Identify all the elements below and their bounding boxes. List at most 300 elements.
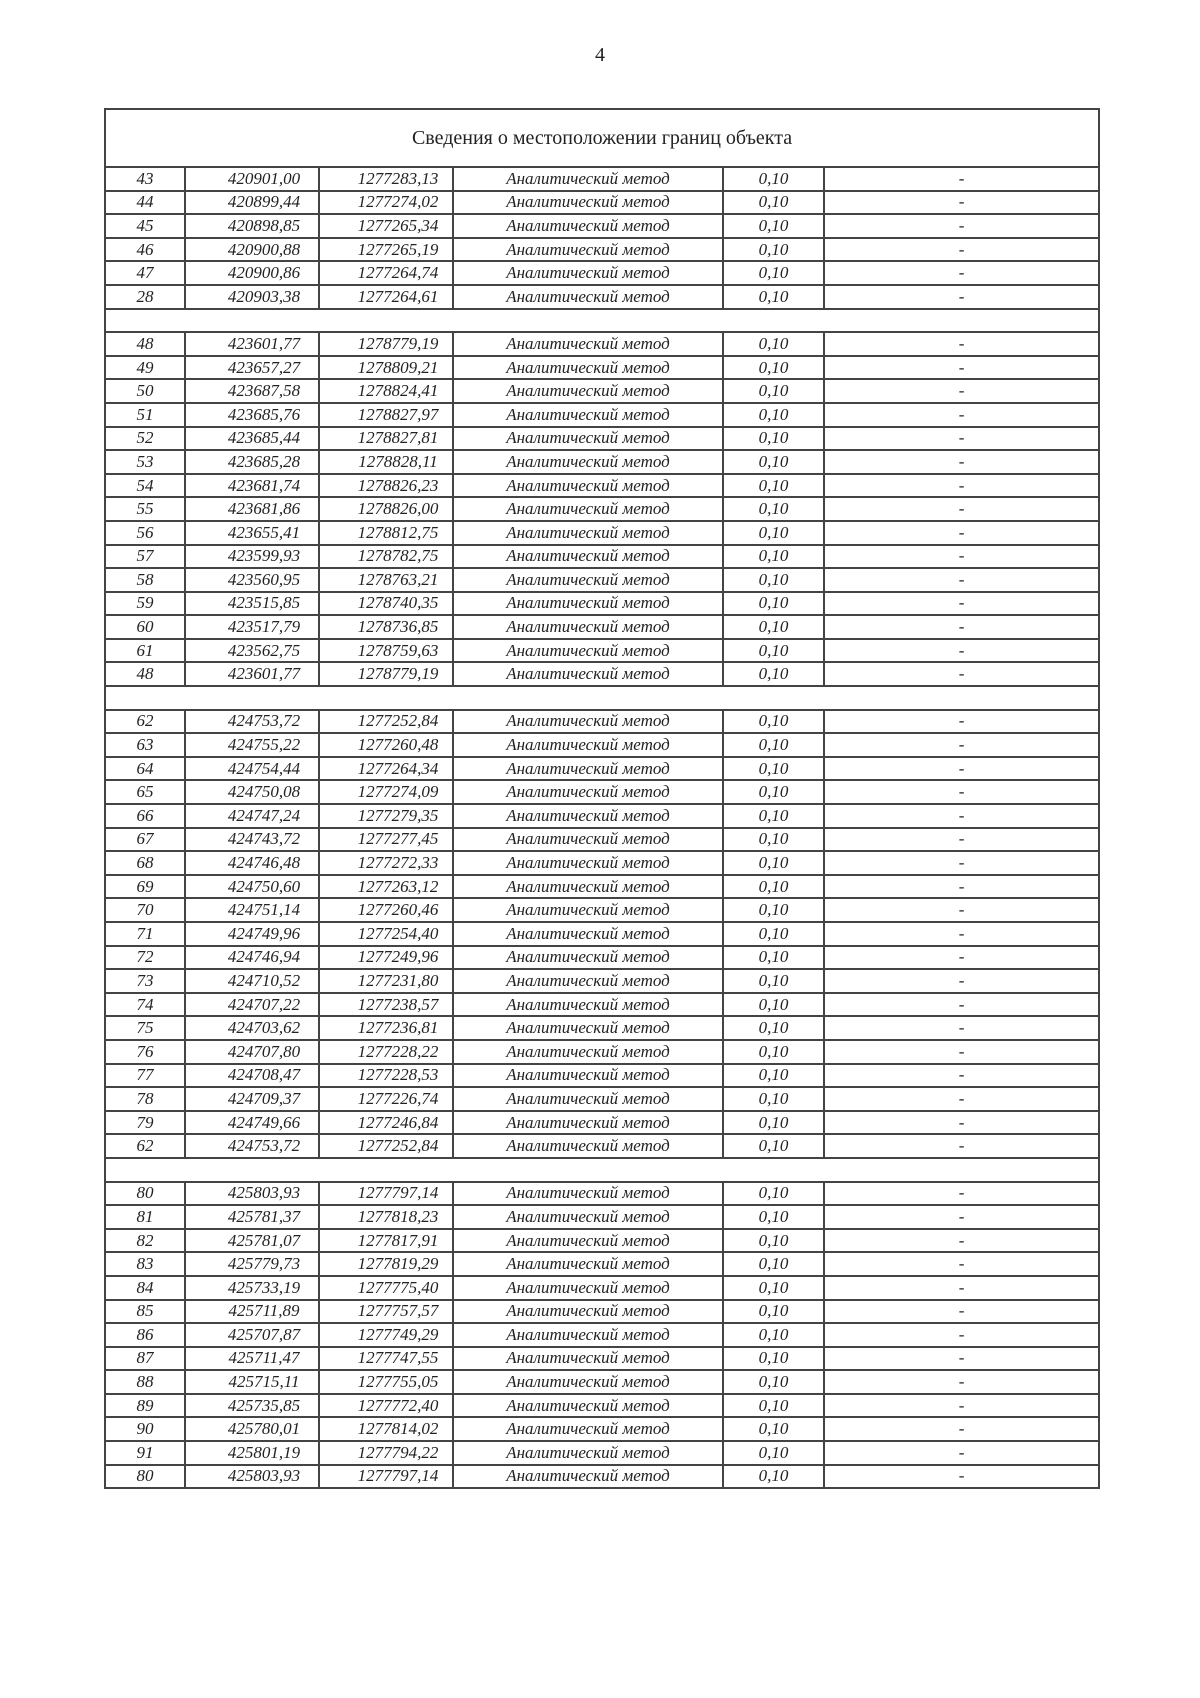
cell-description: - xyxy=(824,521,1099,545)
cell-description: - xyxy=(824,662,1099,686)
cell-description: - xyxy=(824,1465,1099,1489)
cell-method: Аналитический метод xyxy=(453,285,723,309)
cell-method: Аналитический метод xyxy=(453,1417,723,1441)
cell-point-number: 58 xyxy=(105,568,185,592)
cell-coord-x: 425707,87 xyxy=(185,1323,319,1347)
cell-coord-x: 423599,93 xyxy=(185,545,319,569)
cell-accuracy: 0,10 xyxy=(723,993,824,1017)
cell-accuracy: 0,10 xyxy=(723,1252,824,1276)
cell-point-number: 85 xyxy=(105,1300,185,1324)
cell-description: - xyxy=(824,1064,1099,1088)
cell-coord-y: 1277236,81 xyxy=(319,1016,453,1040)
cell-coord-y: 1278763,21 xyxy=(319,568,453,592)
cell-description: - xyxy=(824,946,1099,970)
cell-coord-x: 424743,72 xyxy=(185,828,319,852)
cell-method: Аналитический метод xyxy=(453,1182,723,1206)
cell-coord-y: 1277283,13 xyxy=(319,167,453,191)
cell-method: Аналитический метод xyxy=(453,592,723,616)
cell-coord-x: 424709,37 xyxy=(185,1087,319,1111)
cell-point-number: 60 xyxy=(105,615,185,639)
table-row xyxy=(105,474,1099,498)
cell-coord-y: 1278826,23 xyxy=(319,474,453,498)
cell-coord-x: 424746,48 xyxy=(185,851,319,875)
table-row xyxy=(105,1252,1099,1276)
cell-coord-x: 423681,74 xyxy=(185,474,319,498)
cell-coord-y: 1277263,12 xyxy=(319,875,453,899)
cell-coord-x: 424754,44 xyxy=(185,757,319,781)
cell-description: - xyxy=(824,1040,1099,1064)
table-row xyxy=(105,1417,1099,1441)
cell-coord-y: 1277252,84 xyxy=(319,1134,453,1158)
cell-coord-x: 420898,85 xyxy=(185,214,319,238)
cell-coord-x: 420900,86 xyxy=(185,261,319,285)
cell-coord-x: 420901,00 xyxy=(185,167,319,191)
cell-method: Аналитический метод xyxy=(453,993,723,1017)
table-row xyxy=(105,568,1099,592)
cell-description: - xyxy=(824,1252,1099,1276)
cell-description: - xyxy=(824,379,1099,403)
cell-description: - xyxy=(824,261,1099,285)
cell-coord-y: 1277254,40 xyxy=(319,922,453,946)
boundary-coordinates-table xyxy=(104,108,1100,1489)
cell-point-number: 91 xyxy=(105,1441,185,1465)
cell-point-number: 62 xyxy=(105,1134,185,1158)
cell-coord-y: 1277260,46 xyxy=(319,898,453,922)
table-row xyxy=(105,898,1099,922)
cell-coord-x: 425803,93 xyxy=(185,1465,319,1489)
cell-coord-x: 425781,37 xyxy=(185,1205,319,1229)
cell-point-number: 80 xyxy=(105,1182,185,1206)
cell-method: Аналитический метод xyxy=(453,828,723,852)
cell-coord-y: 1277279,35 xyxy=(319,804,453,828)
contour-separator xyxy=(105,309,1099,333)
table-row xyxy=(105,191,1099,215)
cell-point-number: 78 xyxy=(105,1087,185,1111)
cell-point-number: 44 xyxy=(105,191,185,215)
cell-description: - xyxy=(824,639,1099,663)
cell-method: Аналитический метод xyxy=(453,1064,723,1088)
cell-coord-x: 423562,75 xyxy=(185,639,319,663)
cell-coord-x: 425735,85 xyxy=(185,1394,319,1418)
cell-description: - xyxy=(824,875,1099,899)
cell-coord-x: 423601,77 xyxy=(185,332,319,356)
cell-method: Аналитический метод xyxy=(453,851,723,875)
cell-coord-y: 1278827,97 xyxy=(319,403,453,427)
cell-description: - xyxy=(824,592,1099,616)
cell-accuracy: 0,10 xyxy=(723,1441,824,1465)
cell-description: - xyxy=(824,780,1099,804)
cell-accuracy: 0,10 xyxy=(723,1370,824,1394)
cell-point-number: 28 xyxy=(105,285,185,309)
table-row xyxy=(105,1134,1099,1158)
cell-description: - xyxy=(824,898,1099,922)
cell-description: - xyxy=(824,285,1099,309)
cell-method: Аналитический метод xyxy=(453,1465,723,1489)
cell-method: Аналитический метод xyxy=(453,639,723,663)
cell-accuracy: 0,10 xyxy=(723,1300,824,1324)
cell-accuracy: 0,10 xyxy=(723,969,824,993)
cell-point-number: 47 xyxy=(105,261,185,285)
cell-point-number: 79 xyxy=(105,1111,185,1135)
table-row xyxy=(105,403,1099,427)
boundary-table-container xyxy=(104,108,1098,1489)
cell-method: Аналитический метод xyxy=(453,1300,723,1324)
cell-coord-x: 424755,22 xyxy=(185,733,319,757)
cell-accuracy: 0,10 xyxy=(723,568,824,592)
table-body xyxy=(105,109,1099,1488)
cell-method: Аналитический метод xyxy=(453,474,723,498)
cell-coord-y: 1277249,96 xyxy=(319,946,453,970)
cell-coord-y: 1278824,41 xyxy=(319,379,453,403)
cell-method: Аналитический метод xyxy=(453,733,723,757)
cell-coord-y: 1278782,75 xyxy=(319,545,453,569)
table-row xyxy=(105,427,1099,451)
cell-accuracy: 0,10 xyxy=(723,851,824,875)
table-row xyxy=(105,379,1099,403)
cell-method: Аналитический метод xyxy=(453,214,723,238)
cell-coord-y: 1277228,22 xyxy=(319,1040,453,1064)
cell-accuracy: 0,10 xyxy=(723,1394,824,1418)
cell-accuracy: 0,10 xyxy=(723,1323,824,1347)
cell-point-number: 43 xyxy=(105,167,185,191)
cell-coord-x: 424751,14 xyxy=(185,898,319,922)
cell-method: Аналитический метод xyxy=(453,1394,723,1418)
table-title: Сведения о местоположении границ объекта xyxy=(105,109,1099,167)
cell-coord-y: 1277274,09 xyxy=(319,780,453,804)
cell-point-number: 48 xyxy=(105,662,185,686)
cell-point-number: 66 xyxy=(105,804,185,828)
cell-coord-x: 423517,79 xyxy=(185,615,319,639)
table-row xyxy=(105,804,1099,828)
cell-coord-x: 423685,76 xyxy=(185,403,319,427)
cell-point-number: 74 xyxy=(105,993,185,1017)
cell-method: Аналитический метод xyxy=(453,1134,723,1158)
cell-point-number: 51 xyxy=(105,403,185,427)
table-row xyxy=(105,1394,1099,1418)
cell-method: Аналитический метод xyxy=(453,1441,723,1465)
cell-description: - xyxy=(824,356,1099,380)
table-row xyxy=(105,1064,1099,1088)
cell-accuracy: 0,10 xyxy=(723,1182,824,1206)
cell-description: - xyxy=(824,1441,1099,1465)
cell-coord-x: 424707,22 xyxy=(185,993,319,1017)
cell-description: - xyxy=(824,993,1099,1017)
cell-coord-x: 424707,80 xyxy=(185,1040,319,1064)
cell-description: - xyxy=(824,615,1099,639)
cell-accuracy: 0,10 xyxy=(723,427,824,451)
cell-coord-x: 424750,60 xyxy=(185,875,319,899)
cell-coord-y: 1277228,53 xyxy=(319,1064,453,1088)
cell-method: Аналитический метод xyxy=(453,191,723,215)
table-row xyxy=(105,639,1099,663)
cell-coord-x: 425711,47 xyxy=(185,1347,319,1371)
table-row xyxy=(105,662,1099,686)
table-row xyxy=(105,1323,1099,1347)
cell-method: Аналитический метод xyxy=(453,403,723,427)
cell-point-number: 46 xyxy=(105,238,185,262)
cell-point-number: 71 xyxy=(105,922,185,946)
cell-method: Аналитический метод xyxy=(453,332,723,356)
cell-accuracy: 0,10 xyxy=(723,261,824,285)
table-row xyxy=(105,828,1099,852)
cell-description: - xyxy=(824,1134,1099,1158)
cell-accuracy: 0,10 xyxy=(723,1064,824,1088)
table-row xyxy=(105,851,1099,875)
table-row xyxy=(105,497,1099,521)
cell-accuracy: 0,10 xyxy=(723,403,824,427)
cell-point-number: 64 xyxy=(105,757,185,781)
cell-method: Аналитический метод xyxy=(453,521,723,545)
cell-accuracy: 0,10 xyxy=(723,285,824,309)
table-row xyxy=(105,1087,1099,1111)
table-row xyxy=(105,1276,1099,1300)
table-row xyxy=(105,238,1099,262)
cell-method: Аналитический метод xyxy=(453,261,723,285)
cell-method: Аналитический метод xyxy=(453,898,723,922)
cell-coord-x: 420899,44 xyxy=(185,191,319,215)
table-row xyxy=(105,993,1099,1017)
cell-coord-y: 1277797,14 xyxy=(319,1465,453,1489)
cell-point-number: 63 xyxy=(105,733,185,757)
cell-point-number: 53 xyxy=(105,450,185,474)
cell-coord-y: 1278779,19 xyxy=(319,332,453,356)
cell-coord-y: 1277252,84 xyxy=(319,710,453,734)
table-row xyxy=(105,1111,1099,1135)
cell-coord-x: 420900,88 xyxy=(185,238,319,262)
cell-description: - xyxy=(824,733,1099,757)
cell-coord-x: 424753,72 xyxy=(185,710,319,734)
cell-coord-y: 1277755,05 xyxy=(319,1370,453,1394)
cell-coord-y: 1277226,74 xyxy=(319,1087,453,1111)
table-row xyxy=(105,710,1099,734)
cell-point-number: 82 xyxy=(105,1229,185,1253)
cell-point-number: 90 xyxy=(105,1417,185,1441)
table-row xyxy=(105,545,1099,569)
cell-accuracy: 0,10 xyxy=(723,1087,824,1111)
cell-coord-y: 1277231,80 xyxy=(319,969,453,993)
cell-description: - xyxy=(824,1394,1099,1418)
cell-point-number: 88 xyxy=(105,1370,185,1394)
cell-coord-x: 423685,44 xyxy=(185,427,319,451)
cell-method: Аналитический метод xyxy=(453,804,723,828)
cell-method: Аналитический метод xyxy=(453,1276,723,1300)
cell-accuracy: 0,10 xyxy=(723,757,824,781)
cell-accuracy: 0,10 xyxy=(723,780,824,804)
cell-coord-y: 1277238,57 xyxy=(319,993,453,1017)
table-row xyxy=(105,1441,1099,1465)
cell-coord-y: 1278779,19 xyxy=(319,662,453,686)
cell-coord-x: 424749,66 xyxy=(185,1111,319,1135)
cell-method: Аналитический метод xyxy=(453,497,723,521)
cell-accuracy: 0,10 xyxy=(723,356,824,380)
cell-accuracy: 0,10 xyxy=(723,1465,824,1489)
cell-coord-y: 1277817,91 xyxy=(319,1229,453,1253)
cell-coord-x: 424746,94 xyxy=(185,946,319,970)
cell-method: Аналитический метод xyxy=(453,946,723,970)
cell-coord-x: 423515,85 xyxy=(185,592,319,616)
cell-description: - xyxy=(824,1087,1099,1111)
cell-accuracy: 0,10 xyxy=(723,1276,824,1300)
cell-coord-x: 425781,07 xyxy=(185,1229,319,1253)
cell-accuracy: 0,10 xyxy=(723,1111,824,1135)
cell-description: - xyxy=(824,1205,1099,1229)
cell-method: Аналитический метод xyxy=(453,356,723,380)
table-row xyxy=(105,1229,1099,1253)
cell-description: - xyxy=(824,1182,1099,1206)
cell-accuracy: 0,10 xyxy=(723,710,824,734)
cell-coord-x: 420903,38 xyxy=(185,285,319,309)
cell-coord-y: 1277794,22 xyxy=(319,1441,453,1465)
cell-description: - xyxy=(824,403,1099,427)
table-row xyxy=(105,733,1099,757)
cell-coord-y: 1278809,21 xyxy=(319,356,453,380)
cell-coord-y: 1277797,14 xyxy=(319,1182,453,1206)
table-row xyxy=(105,946,1099,970)
cell-description: - xyxy=(824,804,1099,828)
cell-method: Аналитический метод xyxy=(453,379,723,403)
cell-coord-x: 424747,24 xyxy=(185,804,319,828)
table-row xyxy=(105,332,1099,356)
cell-point-number: 69 xyxy=(105,875,185,899)
table-row xyxy=(105,167,1099,191)
cell-coord-y: 1277814,02 xyxy=(319,1417,453,1441)
contour-separator-row xyxy=(105,309,1099,333)
cell-description: - xyxy=(824,1016,1099,1040)
cell-point-number: 83 xyxy=(105,1252,185,1276)
cell-point-number: 50 xyxy=(105,379,185,403)
cell-accuracy: 0,10 xyxy=(723,450,824,474)
cell-accuracy: 0,10 xyxy=(723,875,824,899)
cell-description: - xyxy=(824,1323,1099,1347)
cell-point-number: 80 xyxy=(105,1465,185,1489)
table-row xyxy=(105,1040,1099,1064)
cell-coord-x: 425711,89 xyxy=(185,1300,319,1324)
cell-method: Аналитический метод xyxy=(453,710,723,734)
cell-point-number: 52 xyxy=(105,427,185,451)
cell-description: - xyxy=(824,1347,1099,1371)
cell-description: - xyxy=(824,238,1099,262)
cell-method: Аналитический метод xyxy=(453,969,723,993)
cell-accuracy: 0,10 xyxy=(723,497,824,521)
cell-description: - xyxy=(824,191,1099,215)
table-row xyxy=(105,1347,1099,1371)
cell-description: - xyxy=(824,828,1099,852)
cell-coord-y: 1278827,81 xyxy=(319,427,453,451)
cell-point-number: 54 xyxy=(105,474,185,498)
cell-coord-x: 423657,27 xyxy=(185,356,319,380)
cell-description: - xyxy=(824,497,1099,521)
cell-method: Аналитический метод xyxy=(453,780,723,804)
cell-point-number: 84 xyxy=(105,1276,185,1300)
cell-method: Аналитический метод xyxy=(453,1347,723,1371)
table-row xyxy=(105,261,1099,285)
cell-coord-y: 1277775,40 xyxy=(319,1276,453,1300)
cell-method: Аналитический метод xyxy=(453,875,723,899)
cell-coord-x: 424753,72 xyxy=(185,1134,319,1158)
table-row xyxy=(105,875,1099,899)
cell-coord-x: 423601,77 xyxy=(185,662,319,686)
cell-coord-y: 1277747,55 xyxy=(319,1347,453,1371)
cell-accuracy: 0,10 xyxy=(723,804,824,828)
cell-coord-y: 1277749,29 xyxy=(319,1323,453,1347)
cell-description: - xyxy=(824,710,1099,734)
contour-separator xyxy=(105,686,1099,710)
cell-description: - xyxy=(824,1111,1099,1135)
cell-method: Аналитический метод xyxy=(453,568,723,592)
cell-description: - xyxy=(824,1276,1099,1300)
cell-coord-y: 1278736,85 xyxy=(319,615,453,639)
cell-coord-x: 425733,19 xyxy=(185,1276,319,1300)
cell-description: - xyxy=(824,474,1099,498)
cell-point-number: 81 xyxy=(105,1205,185,1229)
cell-method: Аналитический метод xyxy=(453,450,723,474)
cell-accuracy: 0,10 xyxy=(723,733,824,757)
table-row xyxy=(105,1300,1099,1324)
cell-method: Аналитический метод xyxy=(453,1370,723,1394)
cell-accuracy: 0,10 xyxy=(723,1347,824,1371)
cell-description: - xyxy=(824,427,1099,451)
contour-separator xyxy=(105,1158,1099,1182)
table-row xyxy=(105,1182,1099,1206)
cell-method: Аналитический метод xyxy=(453,1016,723,1040)
cell-point-number: 86 xyxy=(105,1323,185,1347)
table-row xyxy=(105,1370,1099,1394)
cell-accuracy: 0,10 xyxy=(723,521,824,545)
cell-accuracy: 0,10 xyxy=(723,1040,824,1064)
cell-coord-y: 1277265,34 xyxy=(319,214,453,238)
cell-coord-y: 1277265,19 xyxy=(319,238,453,262)
table-row xyxy=(105,1465,1099,1489)
cell-point-number: 67 xyxy=(105,828,185,852)
cell-method: Аналитический метод xyxy=(453,1205,723,1229)
cell-point-number: 45 xyxy=(105,214,185,238)
cell-accuracy: 0,10 xyxy=(723,332,824,356)
cell-coord-y: 1278759,63 xyxy=(319,639,453,663)
cell-accuracy: 0,10 xyxy=(723,214,824,238)
cell-point-number: 57 xyxy=(105,545,185,569)
cell-method: Аналитический метод xyxy=(453,615,723,639)
cell-method: Аналитический метод xyxy=(453,238,723,262)
page-number: 4 xyxy=(595,44,605,66)
cell-point-number: 49 xyxy=(105,356,185,380)
cell-method: Аналитический метод xyxy=(453,662,723,686)
cell-description: - xyxy=(824,757,1099,781)
cell-accuracy: 0,10 xyxy=(723,662,824,686)
cell-coord-y: 1278828,11 xyxy=(319,450,453,474)
cell-coord-x: 424749,96 xyxy=(185,922,319,946)
cell-accuracy: 0,10 xyxy=(723,474,824,498)
cell-description: - xyxy=(824,1370,1099,1394)
contour-separator-row xyxy=(105,1158,1099,1182)
cell-method: Аналитический метод xyxy=(453,922,723,946)
cell-accuracy: 0,10 xyxy=(723,946,824,970)
cell-method: Аналитический метод xyxy=(453,545,723,569)
cell-coord-x: 424703,62 xyxy=(185,1016,319,1040)
cell-point-number: 89 xyxy=(105,1394,185,1418)
cell-coord-x: 425803,93 xyxy=(185,1182,319,1206)
table-row xyxy=(105,356,1099,380)
cell-coord-y: 1277757,57 xyxy=(319,1300,453,1324)
cell-description: - xyxy=(824,1300,1099,1324)
cell-description: - xyxy=(824,450,1099,474)
cell-coord-x: 423685,28 xyxy=(185,450,319,474)
cell-coord-y: 1277264,61 xyxy=(319,285,453,309)
cell-coord-x: 425779,73 xyxy=(185,1252,319,1276)
cell-coord-x: 424710,52 xyxy=(185,969,319,993)
cell-coord-x: 424750,08 xyxy=(185,780,319,804)
cell-description: - xyxy=(824,1229,1099,1253)
cell-accuracy: 0,10 xyxy=(723,828,824,852)
